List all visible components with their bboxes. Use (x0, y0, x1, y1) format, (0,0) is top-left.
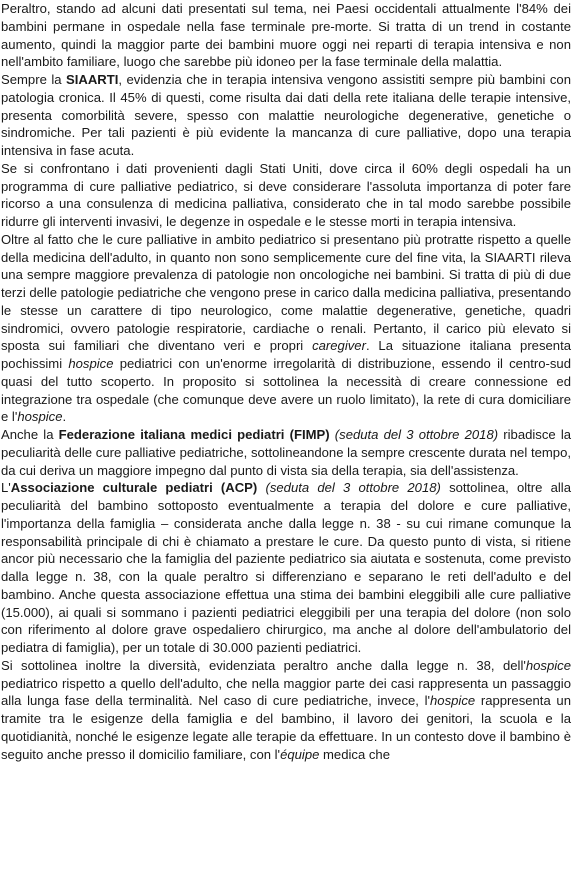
paragraph-6 (1, 479, 571, 657)
paragraph-1 (1, 0, 571, 71)
text-run: , evidenzia che in terapia intensiva vengono assistiti sempre più bambini con patologia cronica. Il 45% di questi, come risulta dai dati della rete italiana delle terapie intensive, presenta comorbilità severe, spesso con malattie neurologiche degenerative, genetiche o sindromiche. Per tali pazienti è più evidente la mancanza di cure palliative, dopo una terapia intensiva in fase acuta. (1, 72, 571, 158)
paragraph-5 (1, 426, 571, 479)
text-run: rappresenta un tramite tra le esigenze della famiglia e del bambino, il lavoro dei genitori, la scuola e la quotidianità, nonché le esigenze legate alle terapie da effettuare. In un contesto dove il bambino è seguito anche presso il domicilio familiare, con l' (1, 693, 571, 762)
text-run: Oltre al fatto che le cure palliative in ambito pediatrico si presentano più protratte rispetto a quelle della medicina dell'adulto, in quanto non sono semplicemente cure del fine vita, la SIAARTI rileva una sempre maggiore prevalenza di patologie non oncologiche nei bambini. Si tratta di più di due terzi delle patologie pediatriche che vengono prese in carico dalla medicina palliativa, presentando le stesse un carattere di tipo neurologico, come malattie degenerative, genetiche, quadri sindromici, ovvero patologie respiratorie, cardiache o renali. Pertanto, il carico più elevato si sposta sui familiari che diventano veri e propri (1, 231, 571, 354)
text-run: Se si confrontano i dati provenienti dagli Stati Uniti, dove circa il 60% degli ospedali ha un programma di cure palliative pediatrico, si deve considerare l'assoluta importanza di poter fare ricorso a una consulenza di medicina palliativa, considerato che in tal modo sarebbe possibile ridurre gli interventi invasivi, le degenze in ospedale e le stesse morti in terapia intensiva. (1, 160, 571, 229)
italic-run: caregiver (312, 338, 366, 354)
text-run: ribadisce la peculiarità delle cure palliative pediatriche, sottolineandone la sempre crescente durata nel tempo, da cui deriva un maggiore impegno dal punto di vista sia della terapia, sia dell'assistenza. (1, 427, 572, 478)
text-run: Peraltro, stando ad alcuni dati presentati sul tema, nei Paesi occidentali attualmente l'84% dei bambini permane in ospedale nella fase terminale pre-morte. Si tratta di un trend in costante aumento, quindi la maggior parte dei bambini muore oggi nei reparti di terapia intensiva e non nell'ambito familiare, luogo che sarebbe più idoneo per la fase terminale della malattia. (1, 1, 571, 70)
text-run: L' (1, 480, 11, 496)
paragraph-2 (1, 71, 571, 160)
italic-run: hospice (68, 356, 114, 371)
text-run: pediatrici con un'enorme irregolarità di distribuzione, essendo il centro-sud quasi del tutto scoperto. In proposito si sottolinea la necessità di creare connessione ed integrazione tra ospedale (che comunque deve avere un ruolo limitato), la rete di cura domiciliare e l' (1, 356, 571, 425)
text-run: medica che (319, 746, 390, 762)
italic-run: équipe (280, 746, 320, 762)
paragraph-3 (1, 160, 571, 231)
text-run: . La situazione italiana presenta pochissimi (1, 338, 571, 371)
bold-run: SIAARTI (66, 72, 119, 87)
italic-run: hospice (17, 409, 63, 425)
bold-run: Federazione italiana medici pediatri (FIMP) (58, 427, 330, 442)
text-run: pediatrico rispetto a quello dell'adulto, che nella maggior parte dei casi rappresenta un passaggio alla lunga fase della terminalità. Nel caso di cure pediatriche, invece, l' (1, 675, 571, 709)
text-run: . (62, 409, 67, 425)
italic-run: (seduta del 3 ottobre 2018) (265, 480, 441, 496)
bold-run: Associazione culturale pediatri (ACP) (10, 480, 258, 496)
text-run: Anche la (1, 427, 59, 442)
italic-run: hospice (430, 693, 476, 709)
italic-run: hospice (525, 657, 571, 673)
italic-run: (seduta del 3 ottobre 2018) (334, 427, 499, 442)
paragraph-4 (1, 231, 571, 426)
text-run: sottolinea, oltre alla peculiarità del bambino sottoposto eventualmente a terapia del dolore e cure palliative, l'importanza della famiglia – considerata anche dalla legge n. 38 - su cui rimane comunque la responsabilità principale di chi è chiamato a prestare le cure. Da questo punto di vista, si ritiene ancor più necessario che la famiglia del paziente pediatrico sia aiutata e sostenuta, come previsto dalla legge n. 38, con la quale peraltro si differenziano e separano le reti dell'adulto e del bambino. Anche questa associazione effettua una stima dei bambini eleggibili alle cure palliative (15.000), ai quali si sommano i pazienti pediatrici eleggibili per una terapia del dolore (non solo con riferimento al dolore grave ospedaliero chirurgico, ma anche al dolore dell'ambulatorio del pediatra di famiglia), per un totale di 30.000 pazienti pediatrici. (1, 480, 571, 655)
paragraph-7 (1, 657, 571, 764)
text-run: Sempre la (1, 72, 67, 87)
text-run: Si sottolinea inoltre la diversità, evidenziata peraltro anche dalla legge n. 38, dell' (1, 657, 526, 673)
